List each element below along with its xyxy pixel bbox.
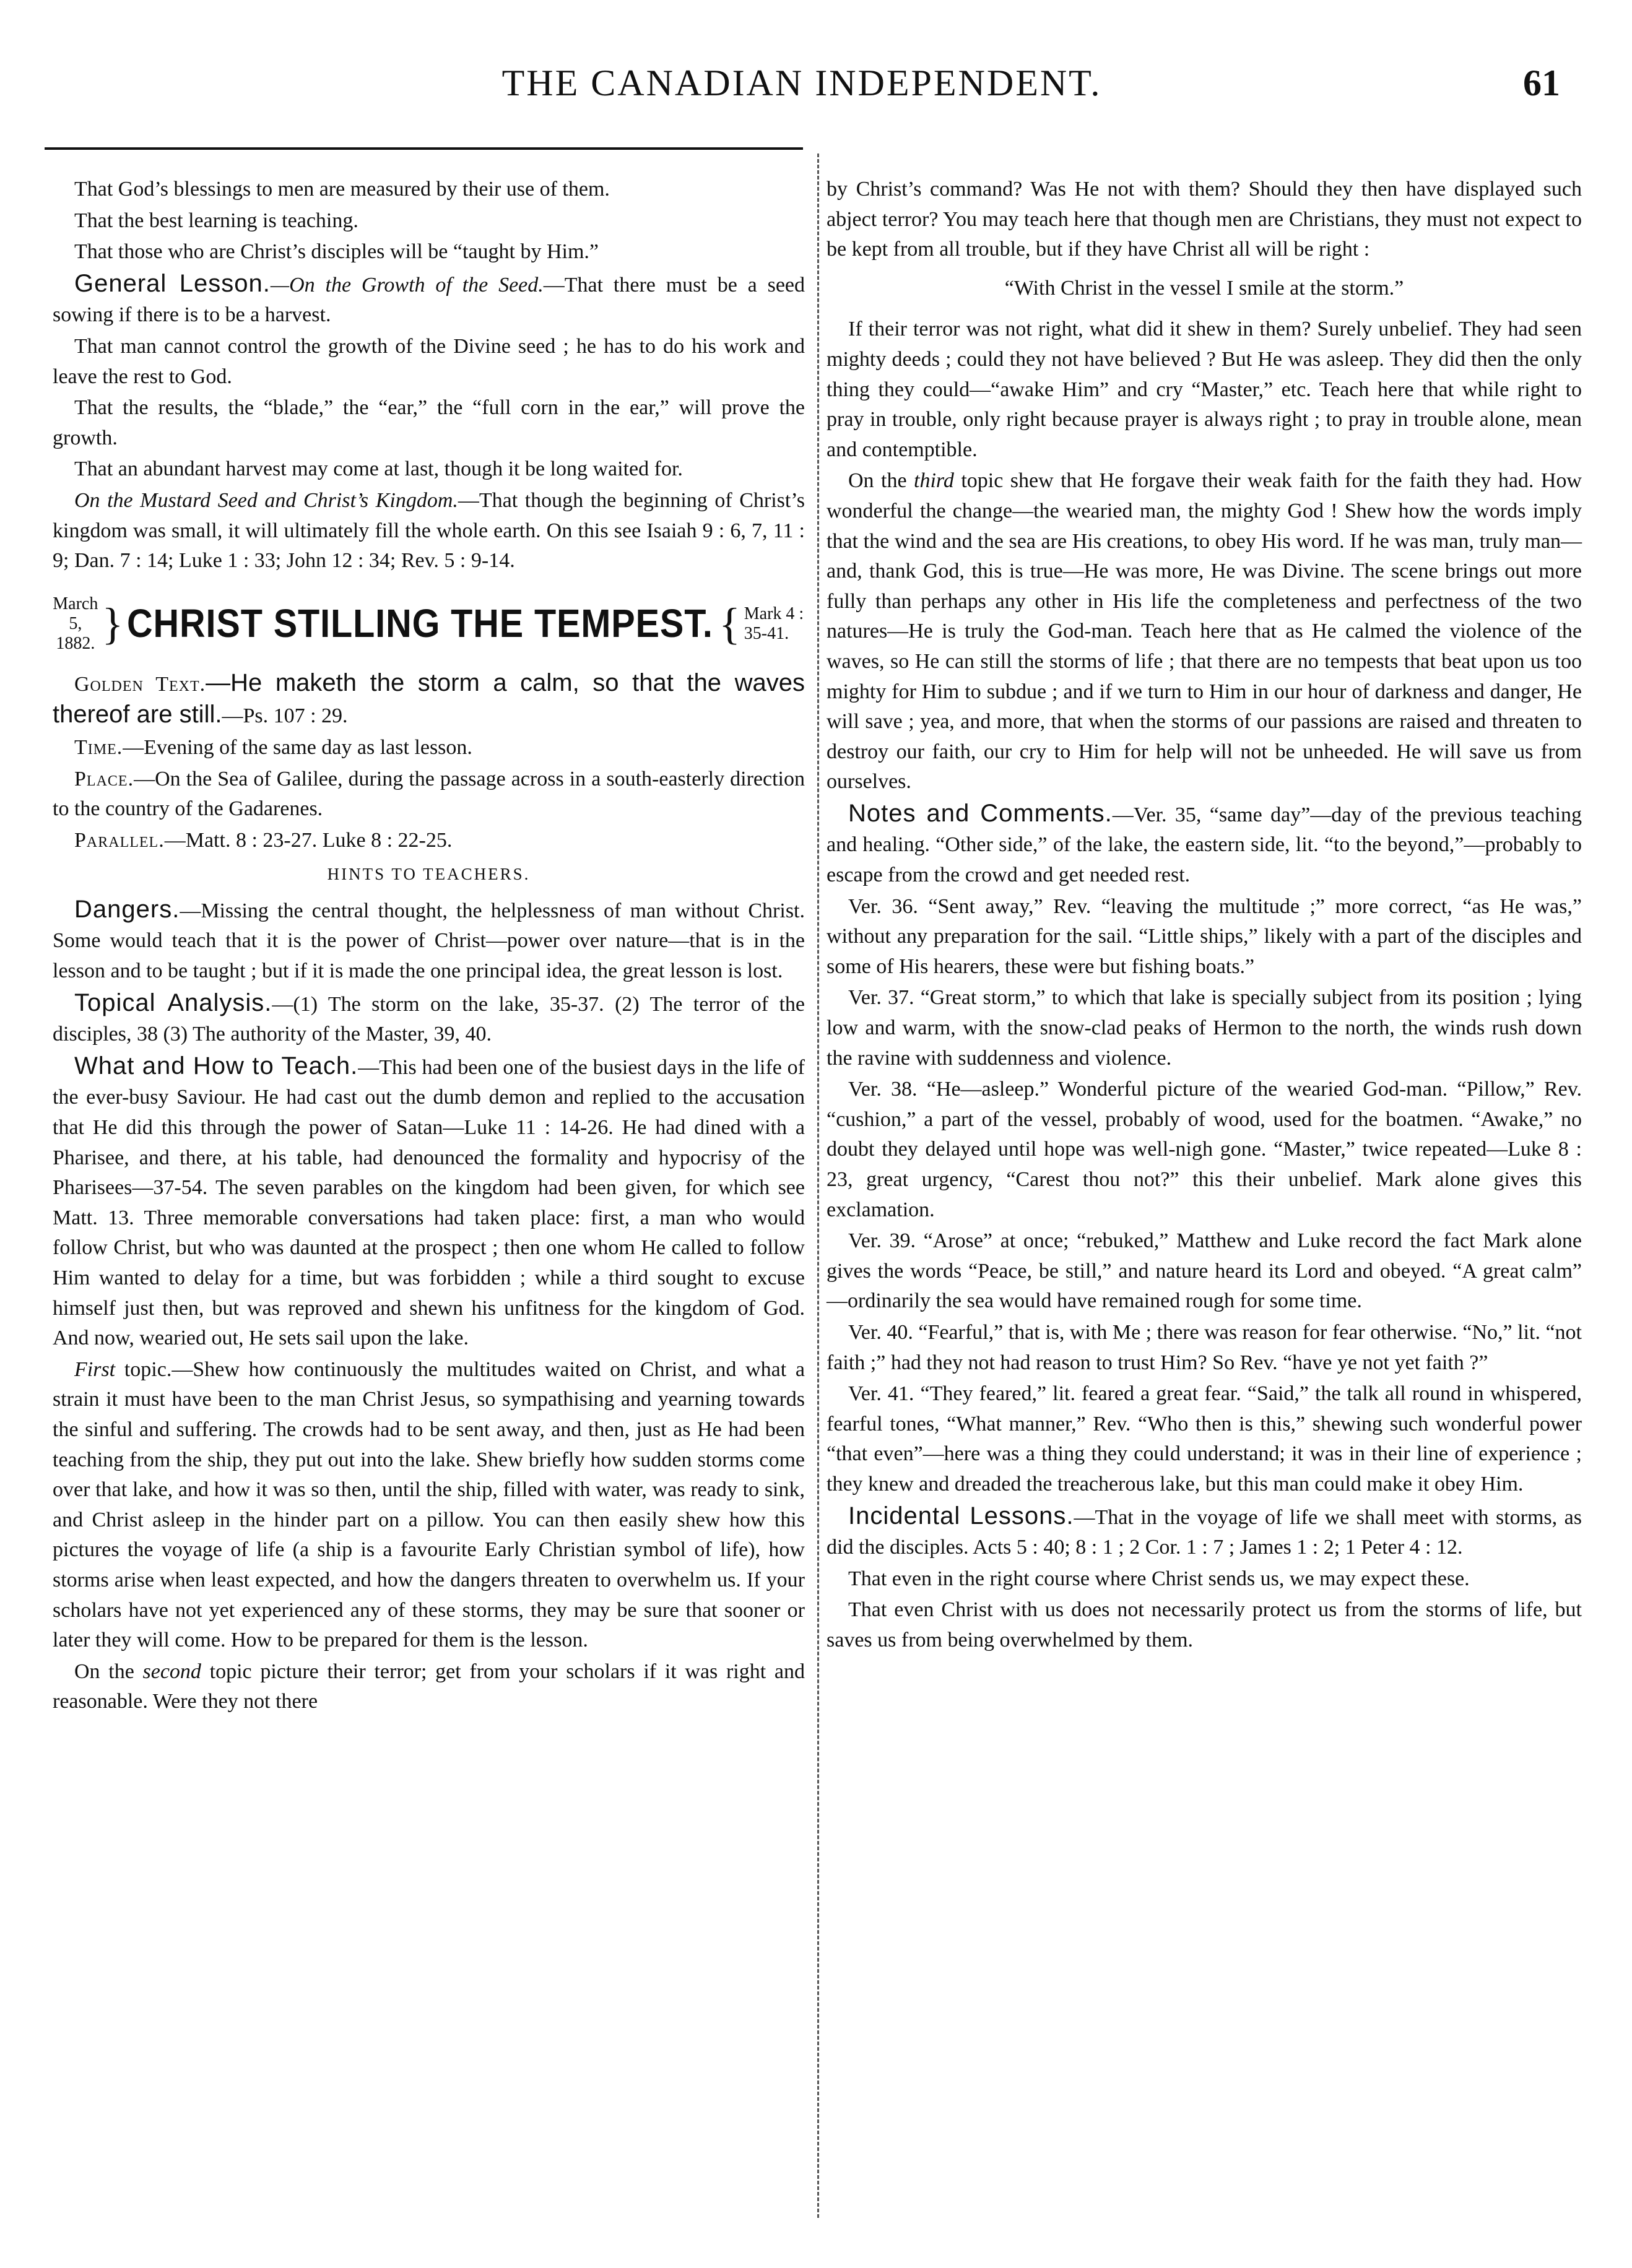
topical-analysis-label: Topical Analysis. — [74, 989, 272, 1016]
lesson-title: CHRIST STILLING THE TEMPEST. — [127, 601, 714, 646]
second-topic-pre: On the — [74, 1660, 143, 1683]
running-header — [43, 62, 1560, 118]
first-topic-paragraph — [53, 1355, 805, 1656]
verse-note: Ver. 38. “He—asleep.” Wonderful picture of the wearied God-man. “Pillow,” Rev. “cushion,” a part of the vessel, probably of wood, used for the boatmen. “Awake,” no doubt they delayed until hope was well-nigh gone. “Master,” twice repeated—Luke 8 : 23, great urgency, “Carest thou not?” this their unbelief. Mark alone gives this exclamation. — [827, 1078, 1582, 1221]
mustard-seed-subtitle: On the Mustard Seed and Christ’s Kingdom. — [74, 488, 458, 512]
column-divider — [817, 154, 819, 2218]
general-lesson-text: —That there must be a seed sowing if there is to be a harvest. — [53, 273, 805, 327]
right-column — [827, 175, 1582, 1657]
journal-title: THE CANADIAN INDEPENDENT. — [501, 63, 1102, 103]
brace-icon: } — [102, 599, 124, 649]
golden-text-verse: —He maketh the storm a calm, so that the waves thereof are still. — [53, 669, 805, 729]
third-topic-paragraph — [827, 466, 1582, 797]
topical-analysis-paragraph — [53, 988, 805, 1050]
verse-note: Ver. 40. “Fearful,” that is, with Me ; there was reason for fear otherwise. “No,” lit. “not faith ;” had they not had reason to trust Him? So Rev. “have ye not yet faith ?” — [827, 1320, 1582, 1374]
lesson-scripture-ref — [744, 604, 805, 644]
second-topic-text: topic picture their terror; get from your scholars if it was right and reasonable. Were they not there — [53, 1660, 805, 1713]
second-topic-label: second — [142, 1660, 201, 1683]
golden-text-paragraph — [53, 668, 805, 732]
lesson-date-line: March 5, — [53, 594, 98, 633]
paragraph: That man cannot control the growth of the Divine seed ; he has to do his work and leave the rest to God. — [53, 334, 805, 388]
dangers-label: Dangers. — [74, 895, 180, 923]
lesson-date-year: 1882. — [56, 633, 95, 653]
lesson-ref-verses: 35-41. — [744, 623, 789, 643]
lesson-ref-book: Mark 4 : — [744, 604, 804, 623]
header-rule — [45, 147, 803, 150]
brace-icon: { — [719, 599, 740, 649]
third-topic-label: third — [914, 469, 954, 493]
lesson-heading — [53, 590, 805, 658]
parallel-paragraph — [53, 826, 805, 856]
verse-note: Ver. 36. “Sent away,” Rev. “leaving the multitude ;” more correct, “as He was,” without any preparation for the sail. “Little ships,” likely with a part of the disciples and some of His hearers, these were but fishing boats.” — [827, 894, 1582, 978]
general-lesson-label: General Lesson. — [74, 269, 271, 297]
time-text: —Evening of the same day as last lesson. — [123, 735, 472, 759]
what-how-text: —This had been one of the busiest days in the life of the ever-busy Saviour. He had cast out the dumb demon and replied to the accusation that He did this through the power of Satan—Luke 11 : 14-26. He had dined with a Pharisee, and there, at his table, had denounced the formality and hypocrisy of the Pharisees—37-54. The seven parables on the kingdom had been given, for which see Matt. 13. Three memorable conversations had taken place: first, a man who would follow Christ, but who was daunted at the prospect ; then one whom He called to follow Him wanted to delay for a time, but was forbidden ; while a third sought to excuse himself just then, but was reproved and shewn his unfitness for the kingdom of God. And now, wearied out, He sets sail upon the lake. — [53, 1055, 805, 1350]
incidental-text: —That in the voyage of life we shall meet with storms, as did the disciples. Acts 5 : 40; 8 : 1 ; 2 Cor. 1 : 7 ; James 1 : 2; 1 Peter 4 : 12. — [827, 1505, 1582, 1559]
what-how-paragraph — [53, 1051, 805, 1354]
paragraph: If their terror was not right, what did it shew in them? Surely unbelief. They had seen mighty deeds ; could they not have believed ? But He was asleep. They did then the only thing they could—“awake Him” and cry “Master,” etc. Teach here that while right to pray in trouble, only right because prayer is always right ; to pray in trouble alone, mean and contemptible. — [827, 318, 1582, 461]
general-lesson-subtitle: —On the Growth of the Seed. — [270, 273, 544, 296]
place-text: —On the Sea of Galilee, during the passage across in a south-easterly direction to the country of the Gadarenes. — [53, 767, 805, 821]
what-how-label: What and How to Teach. — [74, 1052, 358, 1080]
verse-note: Ver. 41. “They feared,” lit. feared a great fear. “Said,” the talk all round in whispered, fearful tones, “What manner,” Rev. “Who then is this,” shewing such wonderful power “that even”—here was a thing they could understand; it was in their line of experience ; they knew and dreaded the treacherous lake, but this man could make it obey Him. — [827, 1382, 1582, 1495]
time-paragraph — [53, 733, 805, 763]
paragraph: That the best learning is teaching. — [74, 209, 358, 232]
golden-text-ref: —Ps. 107 : 29. — [222, 704, 348, 728]
paragraph: That those who are Christ’s disciples will be “taught by Him.” — [74, 240, 599, 264]
paragraph: That even in the right course where Christ sends us, we may expect these. — [848, 1567, 1470, 1590]
incidental-label: Incidental Lessons. — [848, 1502, 1074, 1530]
paragraph: That an abundant harvest may come at last, though it be long waited for. — [74, 457, 683, 481]
notes-paragraph — [827, 799, 1582, 891]
verse-note: Ver. 37. “Great storm,” to which that lake is specially subject from its position ; lying low and warm, with the snow-clad peaks of Hermon to the north, the winds rush down the ravine with suddenness and violence. — [827, 986, 1582, 1070]
paragraph: That the results, the “blade,” the “ear,” the “full corn in the ear,” will prove the growth. — [53, 396, 805, 449]
paragraph: That even Christ with us does not necessarily protect us from the storms of life, but saves us from being overwhelmed by them. — [827, 1598, 1582, 1651]
dangers-paragraph — [53, 894, 805, 987]
mustard-seed-paragraph — [53, 486, 805, 576]
place-paragraph — [53, 764, 805, 825]
paragraph: That God’s blessings to men are measured by their use of them. — [74, 178, 610, 201]
place-label: Place. — [74, 767, 134, 790]
verse-note: Ver. 39. “Arose” at once; “rebuked,” Matthew and Luke record the fact Mark alone gives the words “Peace, be still,” and nature heard its Lord and obeyed. “A great calm” —ordinarily the sea would have remained rough for some time. — [827, 1229, 1582, 1313]
time-label: Time. — [74, 735, 123, 759]
third-topic-text: topic shew that He forgave their weak faith for the faith they had. How wonderful the change—the wearied man, the mighty God ! Shew how the words imply that the wind and the sea are His creations, to obey His word. If he was man, truly man—and, thank God, this is true—He was more, He was Divine. The scene brings out more fully than perhaps any other in His life the completeness and perfectness of the two natures—He is truly the God-man. Teach here that as He calmed the violence of the waves, so He can still the storms of life ; that there are no tempests that beat upon us too mighty for Him to subdue ; and if we turn to Him in our hour of darkness and danger, He will save ; yea, and more, that when the storms of our passions are raised and threaten to destroy our faith, our cry to Him for help will not be unheeded. He will save us from ourselves. — [827, 469, 1582, 794]
golden-text-label: Golden Text. — [74, 672, 206, 696]
notes-label: Notes and Comments. — [848, 799, 1113, 827]
topical-analysis-text: —(1) The storm on the lake, 35-37. (2) The terror of the disciples, 38 (3) The authority of the Master, 39, 40. — [53, 992, 805, 1046]
third-topic-pre: On the — [848, 469, 914, 493]
incidental-paragraph — [827, 1501, 1582, 1563]
mustard-seed-text: —That though the beginning of Christ’s kingdom was small, it will ultimately fill the whole earth. On this see Isaiah 9 : 6, 7, 11 : 9; Dan. 7 : 14; Luke 1 : 33; John 12 : 34; Rev. 5 : 9-14. — [53, 488, 805, 573]
hymn-quote: “With Christ in the vessel I smile at the storm.” — [1004, 276, 1404, 300]
dangers-text: —Missing the central thought, the helplessness of man without Christ. Some would teach that it is the power of Christ—power over nature—that is in the lesson and to be taught ; but if it is made the one principal idea, the great lesson is lost. — [53, 899, 805, 983]
left-column — [53, 175, 805, 1718]
parallel-label: Parallel. — [74, 828, 165, 852]
first-topic-text: topic.—Shew how continuously the multitudes waited on Christ, and what a strain it must have been to the man Christ Jesus, so sympathising and yearning towards the sinful and suffering. The crowds had to be sent away, and then, just as He had been teaching from the ship, they put out into the lake. Shew briefly how sudden storms come over that lake, and how it was so then, until the ship, filled with water, was ready to sink, and Christ asleep in the hinder part on a pillow. You can then easily shew how this pictures the voyage of life (a ship is a favourite Early Christian symbol of life), how storms arise when least expected, and how the dangers threaten to overwhelm us. If your scholars have not yet experienced any of these storms, they may be sure that sooner or later they will come. How to be prepared for them is the lesson. — [53, 1357, 805, 1652]
general-lesson-paragraph — [53, 269, 805, 331]
parallel-text: —Matt. 8 : 23-27. Luke 8 : 22-25. — [164, 828, 453, 852]
hints-heading: HINTS TO TEACHERS. — [327, 865, 531, 884]
second-topic-paragraph — [53, 1657, 805, 1717]
page-number: 61 — [1523, 63, 1560, 103]
notes-text: —Ver. 35, “same day”—day of the previous teaching and healing. “Other side,” of the lake, the eastern side, lit. “to the beyond,”—probably to escape from the crowd and get needed rest. — [827, 803, 1582, 887]
paragraph: by Christ’s command? Was He not with them? Should they then have displayed such abject terror? You may teach here that though men are Christians, they must not expect to be kept from all trouble, but if they have Christ all will be right : — [827, 178, 1582, 261]
lesson-date — [53, 594, 98, 654]
first-topic-label: First — [74, 1357, 116, 1381]
